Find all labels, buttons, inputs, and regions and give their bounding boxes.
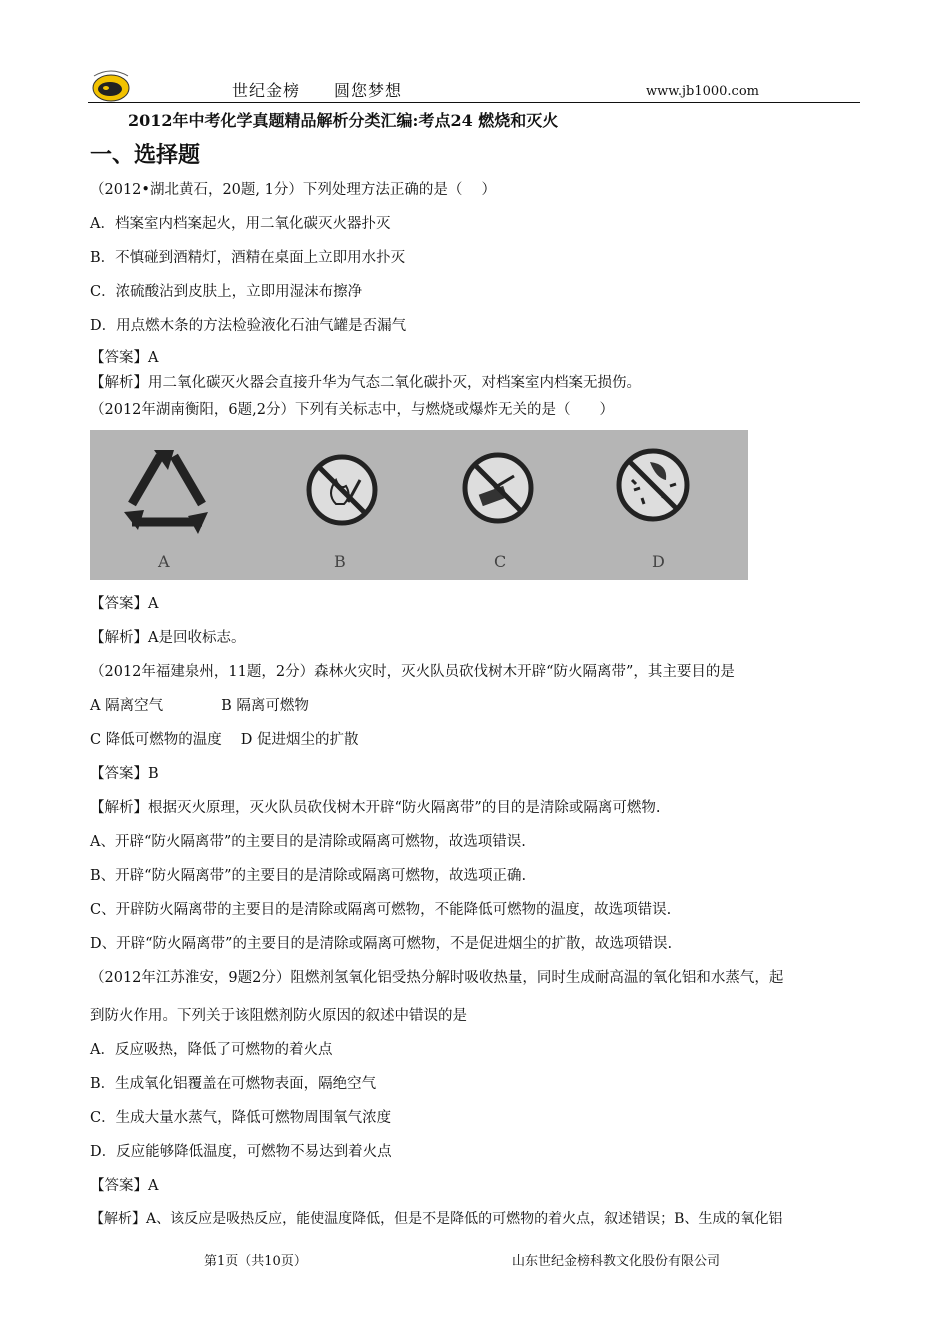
question-3-analysis-b: B、开辟“防火隔离带”的主要目的是清除或隔离可燃物，故选项正确. <box>90 868 527 884</box>
header-url[interactable]: www.jb1000.com <box>646 84 759 99</box>
question-3-options-cd: C 降低可燃物的温度 D 促进烟尘的扩散 <box>90 732 359 748</box>
no-open-flame-sign-icon <box>302 450 382 530</box>
question-2-analysis: 【解析】A是回收标志。 <box>90 630 246 646</box>
no-fireworks-sign-icon <box>612 444 694 526</box>
question-1-option-c: C．浓硫酸沾到皮肤上，立即用湿沫布擦净 <box>90 284 363 300</box>
no-matches-sign-icon <box>458 448 538 528</box>
question-1-option-b: B．不慎碰到酒精灯，酒精在桌面上立即用水扑灭 <box>90 250 406 266</box>
question-1-option-a: A．档案室内档案起火，用二氧化碳灭火器扑灭 <box>90 216 391 232</box>
question-3-analysis-a: A、开辟“防火隔离带”的主要目的是清除或隔离可燃物，故选项错误. <box>90 834 526 850</box>
safety-signs-figure <box>90 430 748 580</box>
company-logo-icon <box>88 66 134 104</box>
figure-label-d: D <box>652 552 665 571</box>
question-1-stem: （2012•湖北黄石，20题, 1分）下列处理方法正确的是（ ） <box>90 182 496 198</box>
footer-page-number: 第1页（共10页） <box>204 1254 307 1269</box>
recycling-symbol-icon <box>112 442 222 552</box>
header-slogan <box>232 78 436 101</box>
question-1-option-d: D．用点燃木条的方法检验液化石油气罐是否漏气 <box>90 318 407 334</box>
footer-company: 山东世纪金榜科教文化股份有限公司 <box>512 1254 721 1269</box>
question-4-option-c: C．生成大量水蒸气，降低可燃物周围氧气浓度 <box>90 1110 392 1126</box>
header-divider <box>88 102 860 103</box>
figure-label-a: A <box>158 552 170 571</box>
question-3-analysis-c: C、开辟防火隔离带的主要目的是清除或隔离可燃物，不能降低可燃物的温度，故选项错误. <box>90 902 672 918</box>
question-4-option-a: A．反应吸热，降低了可燃物的着火点 <box>90 1042 333 1058</box>
document-title: 2012年中考化学真题精品解析分类汇编:考点24 燃烧和灭火 <box>128 111 559 130</box>
question-3-answer: 【答案】B <box>90 766 159 782</box>
question-3-stem: （2012年福建泉州，11题，2分）森林火灾时，灭火队员砍伐树木开辟“防火隔离带”，其主要目的是 <box>90 664 735 680</box>
section-heading: 一、选择题 <box>90 143 201 168</box>
question-4-option-b: B．生成氧化铝覆盖在可燃物表面，隔绝空气 <box>90 1076 377 1092</box>
question-2-answer: 【答案】A <box>90 596 159 612</box>
header-slogan-part1: 世纪金榜 <box>232 81 301 100</box>
question-3-analysis: 【解析】根据灭火原理，灭火队员砍伐树木开辟“防火隔离带”的目的是清除或隔离可燃物. <box>90 800 661 816</box>
question-4-option-d: D．反应能够降低温度，可燃物不易达到着火点 <box>90 1144 392 1160</box>
figure-label-c: C <box>494 552 507 571</box>
question-4-answer: 【答案】A <box>90 1178 159 1194</box>
question-3-analysis-d: D、开辟“防火隔离带”的主要目的是清除或隔离可燃物，不是促进烟尘的扩散，故选项错误. <box>90 936 673 952</box>
header-slogan-part2: 圆您梦想 <box>334 81 403 100</box>
figure-label-b: B <box>334 552 346 571</box>
question-1-answer: 【答案】A <box>90 350 159 366</box>
question-4-analysis: 【解析】A、该反应是吸热反应，能使温度降低，但是不是降低的可燃物的着火点，叙述错误；B、生成的氧化铝 <box>90 1211 783 1227</box>
question-1-analysis: 【解析】用二氧化碳灭火器会直接升华为气态二氧化碳扑灭，对档案室内档案无损伤。 <box>90 375 641 391</box>
question-4-stem-line2: 到防火作用。下列关于该阻燃剂防火原因的叙述中错误的是 <box>90 1008 467 1024</box>
question-4-stem-line1: （2012年江苏淮安，9题2分）阻燃剂氢氧化铝受热分解时吸收热量，同时生成耐高温的氧化铝和水蒸气，起 <box>90 970 784 986</box>
question-3-options-ab: A 隔离空气 B 隔离可燃物 <box>90 698 309 714</box>
question-2-stem: （2012年湖南衡阳，6题,2分）下列有关标志中，与燃烧或爆炸无关的是（ ） <box>90 402 614 418</box>
